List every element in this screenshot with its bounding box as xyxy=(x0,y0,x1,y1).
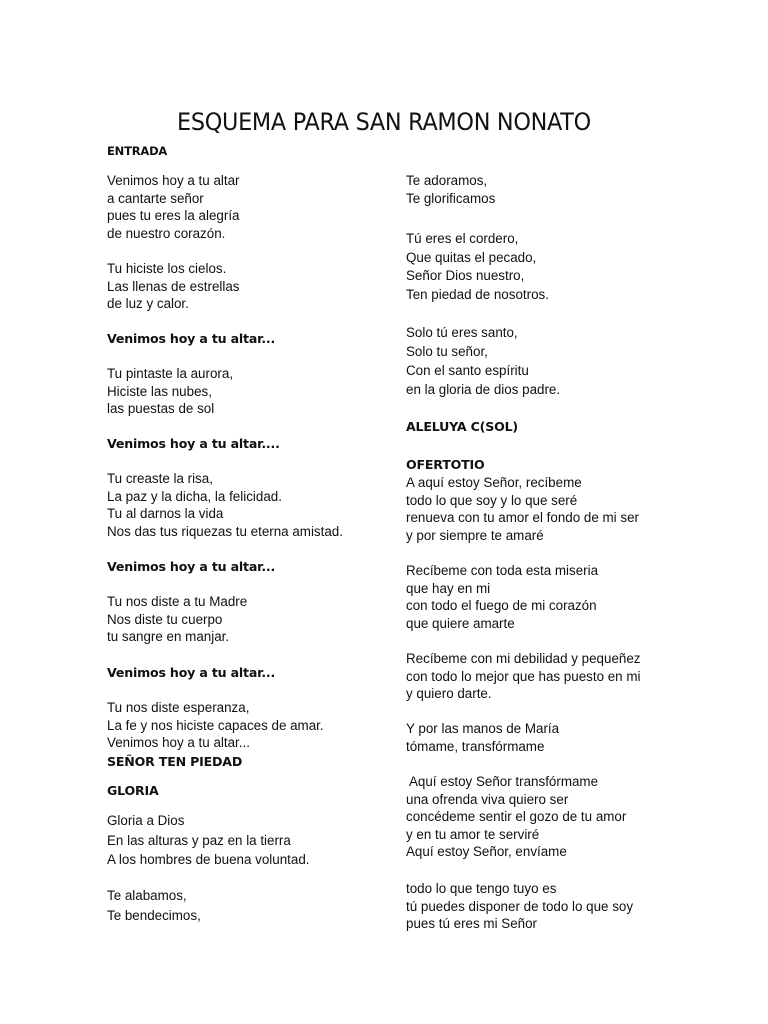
lyric-line: Te alabamos, xyxy=(107,888,187,903)
senor-ten-piedad-heading: SEÑOR TEN PIEDAD xyxy=(107,754,243,769)
lyric-line: Te adoramos, xyxy=(406,173,488,188)
lyric-line: Tu hiciste los cielos. xyxy=(107,261,227,276)
lyric-line: Las llenas de estrellas xyxy=(107,278,240,294)
aleluya-heading: ALELUYA C(SOL) xyxy=(406,419,518,434)
lyric-line: Te glorificamos xyxy=(406,190,496,206)
ofertorio-stanza-2 xyxy=(406,562,598,632)
lyric-line: las puestas de sol xyxy=(107,401,215,417)
lyric-line: renueva con tu amor el fondo de mi ser xyxy=(406,510,639,526)
ofertorio-stanza-6 xyxy=(406,880,633,933)
lyric-line: Nos diste tu cuerpo xyxy=(107,611,223,627)
lyric-line: Venimos hoy a tu altar xyxy=(107,173,240,188)
entrada-stanza-5 xyxy=(107,593,247,646)
lyric-line: Gloria a Dios xyxy=(107,813,185,828)
entrada-stanza-6 xyxy=(107,699,324,752)
entrada-stanza-2 xyxy=(107,260,240,313)
ofertorio-heading: OFERTOTIO xyxy=(406,457,485,472)
lyric-line: Hiciste las nubes, xyxy=(107,383,212,399)
lyric-line: Tu creaste la risa, xyxy=(107,471,213,486)
lyric-line: de luz y calor. xyxy=(107,296,189,312)
refrain-2: Venimos hoy a tu altar.... xyxy=(107,436,280,451)
lyric-line: Tu al darnos la vida xyxy=(107,506,224,522)
lyric-line: La fe y nos hiciste capaces de amar. xyxy=(107,717,324,733)
lyric-line: concédeme sentir el gozo de tu amor xyxy=(406,809,627,825)
lyric-line: Con el santo espíritu xyxy=(406,363,529,378)
lyric-line: Te bendecimos, xyxy=(107,907,201,923)
ofertorio-stanza-1 xyxy=(406,474,639,544)
lyric-line: Solo tú eres santo, xyxy=(406,325,518,340)
entrada-stanza-1 xyxy=(107,172,240,242)
lyric-line: Venimos hoy a tu altar... xyxy=(107,735,250,751)
lyric-line: pues tu eres la alegría xyxy=(107,208,240,224)
lyric-line: Señor Dios nuestro, xyxy=(406,268,525,283)
lyric-line: Tu nos diste esperanza, xyxy=(107,700,250,715)
lyric-line: en la gloria de dios padre. xyxy=(406,382,561,397)
gloria-heading: GLORIA xyxy=(107,783,159,798)
lyric-line: Recíbeme con mi debilidad y pequeñez xyxy=(406,651,641,666)
entrada-stanza-3 xyxy=(107,365,233,418)
gloria-stanza-5 xyxy=(406,323,560,399)
lyric-line: y en tu amor te serviré xyxy=(406,826,540,842)
document-title: ESQUEMA PARA SAN RAMON NONATO xyxy=(177,108,591,136)
lyric-line: Aquí estoy Señor, envíame xyxy=(406,844,567,860)
gloria-stanza-3 xyxy=(406,172,495,207)
lyric-line: una ofrenda viva quiero ser xyxy=(406,791,569,807)
ofertorio-stanza-5 xyxy=(406,773,626,861)
lyric-line: Ten piedad de nosotros. xyxy=(406,286,549,302)
lyric-line: Nos das tus riquezas tu eterna amistad. xyxy=(107,523,343,539)
lyric-line: Aquí estoy Señor transfórmame xyxy=(406,774,599,789)
lyric-line: y quiero darte. xyxy=(406,686,492,702)
lyric-line: con todo el fuego de mi corazón xyxy=(406,598,597,614)
gloria-stanza-2 xyxy=(107,886,201,925)
lyric-line: En las alturas y paz en la tierra xyxy=(107,832,291,848)
lyric-line: A aquí estoy Señor, recíbeme xyxy=(406,475,582,490)
entrada-heading: ENTRADA xyxy=(107,144,168,158)
lyric-line: Solo tu señor, xyxy=(406,344,488,359)
lyric-line: que hay en mi xyxy=(406,580,491,596)
lyric-line: A los hombres de buena voluntad. xyxy=(107,852,310,867)
lyric-line: a cantarte señor xyxy=(107,190,204,206)
lyric-line: tu sangre en manjar. xyxy=(107,629,230,645)
lyric-line: Que quitas el pecado, xyxy=(406,249,537,265)
refrain-1: Venimos hoy a tu altar... xyxy=(107,331,276,346)
gloria-stanza-4 xyxy=(406,230,549,304)
refrain-3: Venimos hoy a tu altar... xyxy=(107,559,276,574)
lyric-line: y por siempre te amaré xyxy=(406,527,544,543)
lyric-line: Recíbeme con toda esta miseria xyxy=(406,563,599,578)
lyric-line: todo lo que soy y lo que seré xyxy=(406,492,578,508)
refrain-4: Venimos hoy a tu altar... xyxy=(107,665,276,680)
lyric-line: tú puedes disponer de todo lo que soy xyxy=(406,898,634,914)
lyric-line: Tu nos diste a tu Madre xyxy=(107,594,248,609)
gloria-stanza-1 xyxy=(107,811,310,870)
ofertorio-stanza-3 xyxy=(406,650,640,703)
lyric-line: todo lo que tengo tuyo es xyxy=(406,881,557,896)
lyric-line: Tu pintaste la aurora, xyxy=(107,366,234,381)
lyric-line: pues tú eres mi Señor xyxy=(406,916,537,932)
lyric-line: Tú eres el cordero, xyxy=(406,231,519,246)
lyric-line: con todo lo mejor que has puesto en mi xyxy=(406,668,641,684)
lyric-line: La paz y la dicha, la felicidad. xyxy=(107,488,282,504)
lyric-line: tómame, transfórmame xyxy=(406,738,545,754)
lyric-line: de nuestro corazón. xyxy=(107,225,226,241)
ofertorio-stanza-4 xyxy=(406,720,559,755)
lyric-line: que quiere amarte xyxy=(406,615,515,631)
entrada-stanza-4 xyxy=(107,470,343,540)
lyric-line: Y por las manos de María xyxy=(406,721,560,736)
